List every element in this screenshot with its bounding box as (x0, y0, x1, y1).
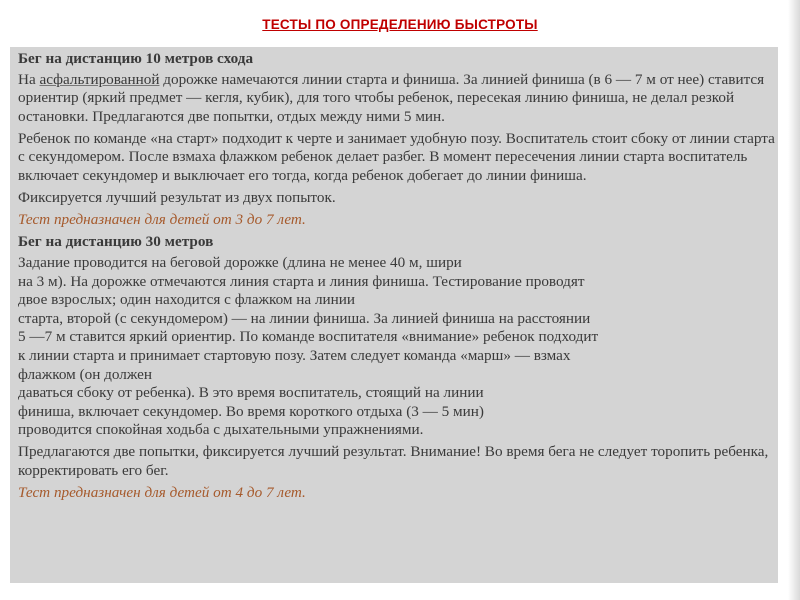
section2-line: Задание проводится на беговой дорожке (длина не менее 40 м, шири (18, 253, 462, 271)
section1-note: Тест предназначен для детей от 3 до 7 лет. (18, 211, 306, 229)
p1-post: дорожке намечаются линии старта и финиша. За линией финиша (в 6 — 7 м от нее) ставится ориентир (яркий предмет — кегля, кубик), для того чтобы ребенок, пересекая линию финиша, не делал резкой остановки. Предлагаются две попытки, отдых между ними 5 мин. (18, 70, 765, 125)
section2-heading: Бег на дистанцию 30 метров (18, 233, 214, 251)
section1-paragraph-3: Фиксируется лучший результат из двух попыток. (18, 189, 336, 207)
section2-line: даваться сбоку от ребенка). В это время воспитатель, стоящий на линии (18, 384, 484, 402)
section1-heading: Бег на дистанцию 10 метров схода (18, 50, 254, 67)
slide-shadow (788, 0, 800, 600)
section2-line: старта, второй (с секундомером) — на линии финиша. За линией финиша на расстоянии (18, 309, 591, 327)
section2-paragraph-2: Предлагаются две попытки, фиксируется лучший результат. Внимание! Во время бега не следует торопить ребенка, корректировать его бег. (18, 443, 769, 479)
section2-paragraph-1 (18, 254, 776, 440)
section2-line: двое взрослых; один находится с флажком на линии (18, 291, 356, 309)
section2-note: Тест предназначен для детей от 4 до 7 лет. (18, 484, 306, 502)
section2-line: 5 —7 м ставится яркий ориентир. По команде воспитателя «внимание» ребенок подходит (18, 328, 599, 346)
section2-line: флажком (он должен (18, 365, 153, 383)
section1-paragraph-1 (18, 71, 776, 127)
section2-line: финиша, включает секундомер. Во время короткого отдыха (3 — 5 мин) (18, 402, 484, 420)
section2-line: к линии старта и принимает стартовую позу. Затем следует команда «марш» — взмах (18, 346, 571, 364)
p1-pre: На (18, 70, 40, 88)
section1-paragraph-2: Ребенок по команде «на старт» подходит к черте и занимает удобную позу. Воспитатель стоит сбоку от линии старта с секундомером. После взмаха флажком ребенок делает разбег. В момент пересечения линии старта воспитатель включает секундомер и выключает его тогда, когда ребенок добегает до линии финиша. (18, 129, 775, 185)
section2-line: проводится спокойная ходьба с дыхательными упражнениями. (18, 421, 424, 439)
slide-body (18, 50, 776, 506)
slide-title: ТЕСТЫ ПО ОПРЕДЕЛЕНИЮ БЫСТРОТЫ (262, 17, 538, 32)
section2-line: на 3 м). На дорожке отмечаются линия старта и линия финиша. Тестирование проводят (18, 272, 585, 290)
p1-underlined-word: асфальтированной (39, 70, 160, 88)
